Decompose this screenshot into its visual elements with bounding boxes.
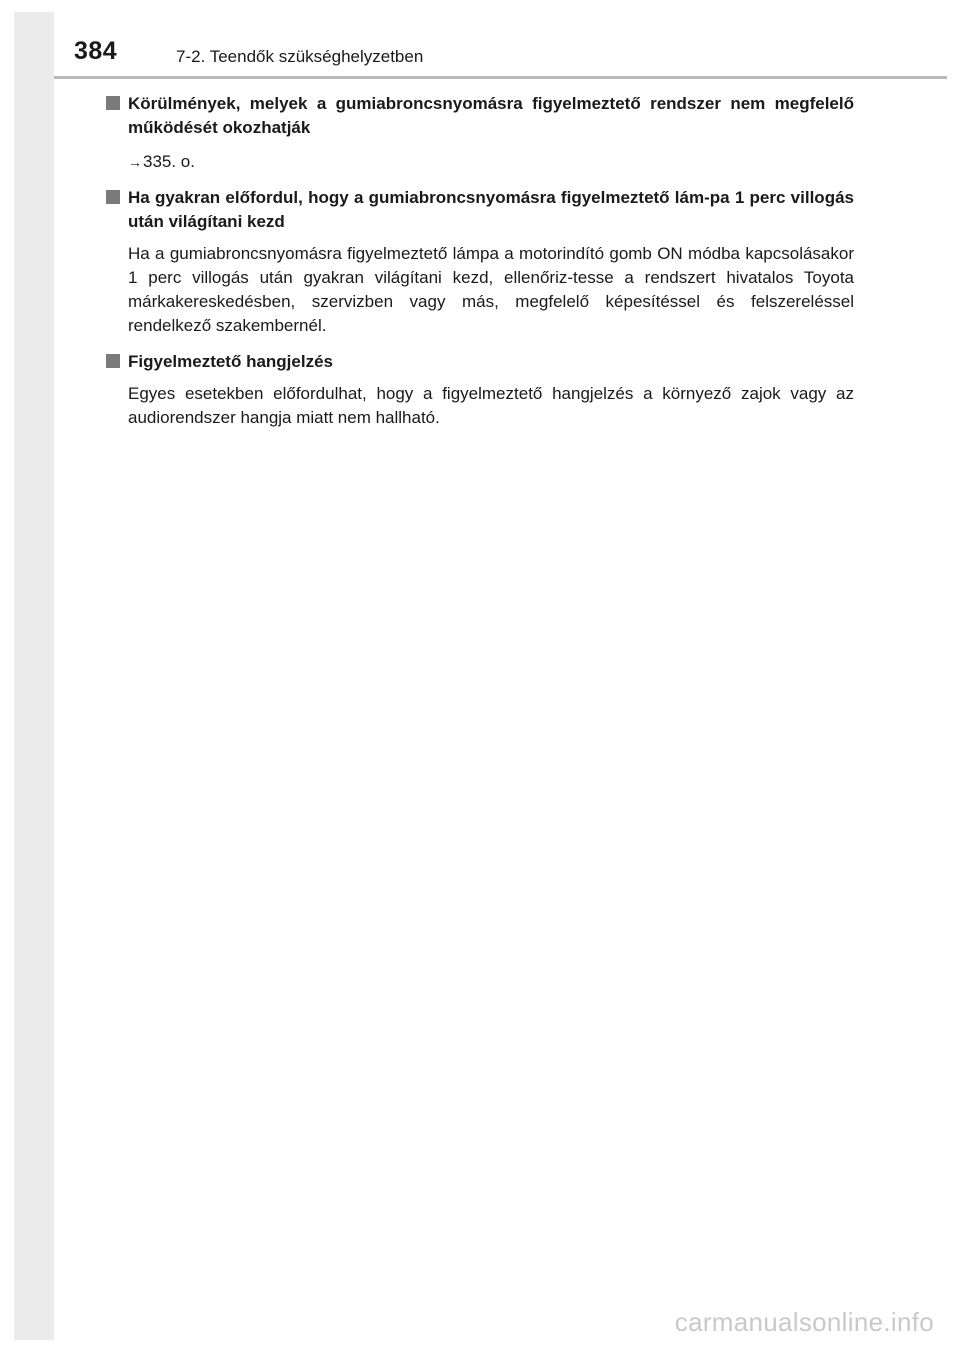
section-body-text: Ha a gumiabroncsnyomásra figyelmeztető lámpa a motorindító gomb ON módba kapcsolásakor 1 perc villogás után gyakran világítani kezd, ellenőriz-tesse a rendszert hivatalos Toyota márkakereskedésben, szervizben vagy más, megfelelő képesítéssel és felszereléssel rendelkező szakembernél.	[128, 244, 854, 335]
page-reference	[128, 150, 854, 174]
square-bullet-icon	[106, 96, 120, 110]
section-heading-text: Körülmények, melyek a gumiabroncsnyomásra figyelmeztető rendszer nem megfelelő működését okozhatják	[128, 94, 854, 137]
square-bullet-icon	[106, 190, 120, 204]
section-body-text: Egyes esetekben előfordulhat, hogy a figyelmeztető hangjelzés a környező zajok vagy az audiorendszer hangja miatt nem hallható.	[128, 384, 854, 427]
header-divider	[54, 76, 947, 79]
section-warning-buzzer	[106, 350, 854, 430]
section-heading	[106, 186, 854, 234]
section-heading-text: Figyelmeztető hangjelzés	[128, 352, 333, 371]
page-reference-text: 335. o.	[143, 152, 195, 171]
side-strip	[14, 12, 54, 1340]
section-heading	[106, 350, 854, 374]
chapter-title: 7-2. Teendők szükséghelyzetben	[176, 47, 424, 66]
page-content	[106, 92, 854, 442]
arrow-right-icon: →	[128, 154, 142, 170]
page-number: 384	[74, 37, 118, 65]
square-bullet-icon	[106, 354, 120, 368]
section-heading-text: Ha gyakran előfordul, hogy a gumiabroncsnyomásra figyelmeztető lám-pa 1 perc villogás után világítani kezd	[128, 188, 854, 231]
watermark: carmanualsonline.info	[674, 1307, 934, 1337]
section-heading	[106, 92, 854, 140]
section-warning-light-frequent	[106, 186, 854, 338]
page-header	[0, 0, 960, 80]
section-tpws-malfunction-conditions	[106, 92, 854, 174]
